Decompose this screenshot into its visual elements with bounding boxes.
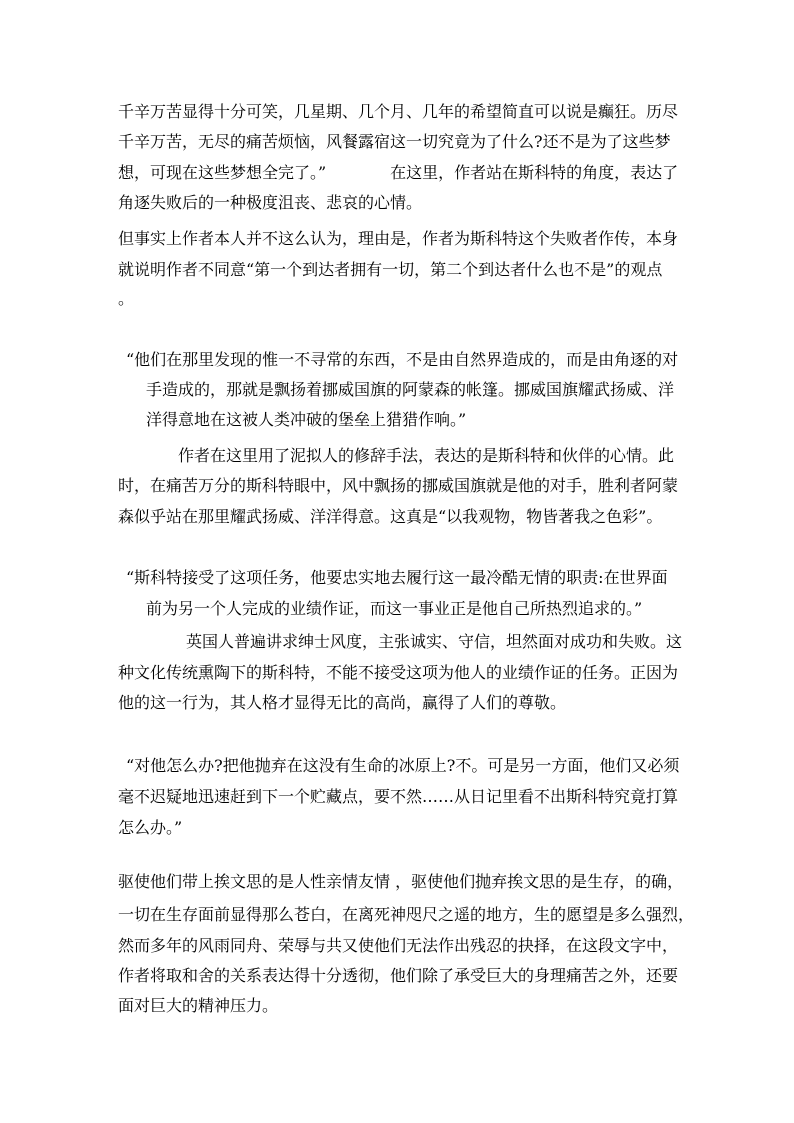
quote-line: “对他怎么办?把他抛弃在这没有生命的冰原上?不。可是另一方面，他们又必须 [126, 756, 680, 775]
text-line: 驱使他们带上挨文思的是人性亲情友情 ，驱使他们抛弃挨文思的是生存，的确， [118, 872, 684, 891]
text-line: 面对巨大的精神压力。 [118, 996, 279, 1015]
text-line: 但事实上作者本人并不这么认为，理由是，作者为斯科特这个失败者作传，本身 [118, 229, 679, 248]
quote-line: “斯科特接受了这项任务，他要忠实地去履行这一最冷酷无情的职责:在世界面 [126, 568, 668, 587]
text-line: 想，可现在这些梦想全完了。” 在这里，作者站在斯科特的角度，表达了 [118, 163, 679, 182]
text-line: 。 [118, 289, 135, 308]
text-line: 作者将取和舍的关系表达得十分透彻，他们除了承受巨大的身理痛苦之外，还要 [118, 966, 679, 985]
text-line: 英国人普遍讲求绅士风度，主张诚实、守信，坦然面对成功和失败。这 [186, 632, 683, 651]
text-line: 一切在生存面前显得那么苍白，在离死神咫尺之遥的地方，生的愿望是多么强烈， [118, 905, 695, 924]
text-line: 千辛万苦显得十分可笑，几星期、几个月、几年的希望简直可以说是癫狂。历尽 [118, 102, 679, 121]
text-line: 千辛万苦，无尽的痛苦烦恼，风餐露宿这一切究竟为了什么?还不是为了这些梦 [118, 132, 671, 151]
text-line: 然而多年的风雨同舟、荣辱与共又使他们无法作出残忍的抉择，在这段文字中， [118, 936, 679, 955]
text-line: 他的这一行为，其人格才显得无比的高尚，赢得了人们的尊敬。 [118, 693, 567, 712]
text-line: 森似乎站在那里耀武扬威、洋洋得意。这真是“以我观物，物皆著我之色彩”。 [118, 507, 663, 526]
text-line: 角逐失败后的一种极度沮丧、悲哀的心情。 [118, 193, 423, 212]
quote-line: 毫不迟疑地迅速赶到下一个贮藏点，要不然……从日记里看不出斯科特究竟打算 [118, 787, 679, 806]
quote-line: 手造成的，那就是飘扬着挪威国旗的阿蒙森的帐篷。挪威国旗耀武扬威、洋 [146, 380, 675, 399]
text-line: 种文化传统熏陶下的斯科特，不能不接受这项为他人的业绩作证的任务。正因为 [118, 663, 679, 682]
quote-line: 怎么办。” [118, 818, 183, 837]
quote-line: 洋得意地在这被人类冲破的堡垒上猎猎作响。” [146, 410, 467, 429]
text-line: 作者在这里用了泥拟人的修辞手法，表达的是斯科特和伙伴的心情。此 [178, 446, 675, 465]
quote-line: 前为另一个人完成的业绩作证，而这一事业正是他自己所热烈追求的。” [146, 599, 643, 618]
text-line: 就说明作者不同意“第一个到达者拥有一切，第二个到达者什么也不是”的观点 [118, 260, 663, 279]
quote-line: “他们在那里发现的惟一不寻常的东西，不是由自然界造成的，而是由角逐的对 [126, 350, 679, 369]
text-line: 时，在痛苦万分的斯科特眼中，风中飘扬的挪威国旗就是他的对手，胜利者阿蒙 [118, 476, 679, 495]
